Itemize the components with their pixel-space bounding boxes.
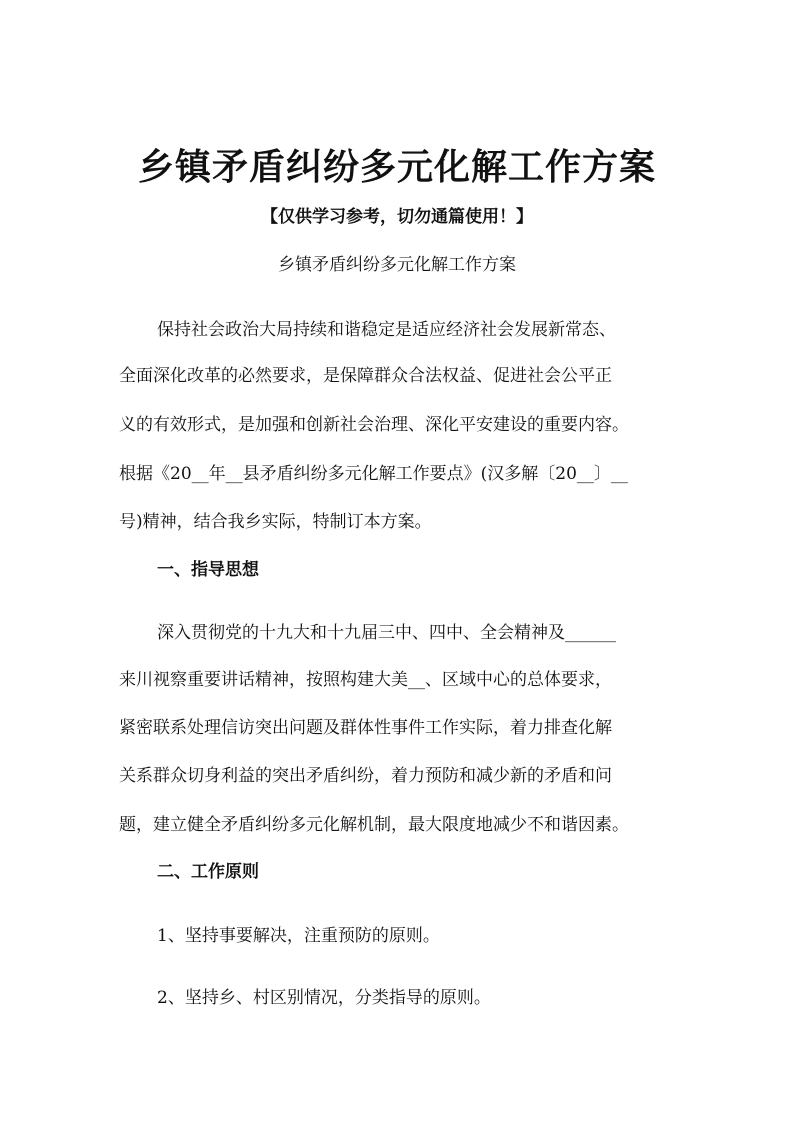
paragraph-line: 来川视察重要讲话精神，按照构建大美__、区域中心的总体要求， <box>119 670 612 690</box>
paragraph-line: 保持社会政治大局持续和谐稳定是适应经济社会发展新常态、 <box>157 320 616 340</box>
section-heading-guiding-ideology: 一、指导思想 <box>157 560 259 580</box>
section-heading-work-principles: 二、工作原则 <box>157 862 259 882</box>
principle-item: 2、坚持乡、村区别情况，分类指导的原则。 <box>157 988 491 1008</box>
paragraph-line: 根据《20__年__县矛盾纠纷多元化解工作要点》(汉多解〔20__〕__ <box>119 464 628 484</box>
paragraph-line: 号)精神，结合我乡实际，特制订本方案。 <box>119 512 432 532</box>
paragraph-line: 全面深化改革的必然要求，是保障群众合法权益、促进社会公平正 <box>119 366 612 386</box>
document-subtitle: 乡镇矛盾纠纷多元化解工作方案 <box>278 255 516 275</box>
principle-item: 1、坚持事要解决，注重预防的原则。 <box>157 926 440 946</box>
paragraph-line: 义的有效形式，是加强和创新社会治理、深化平安建设的重要内容。 <box>119 415 629 435</box>
paragraph-line: 紧密联系处理信访突出问题及群体性事件工作实际，着力排查化解 <box>119 718 612 738</box>
document-title: 乡镇矛盾纠纷多元化解工作方案 <box>137 147 656 188</box>
paragraph-line: 关系群众切身利益的突出矛盾纠纷，着力预防和减少新的矛盾和问 <box>119 766 612 786</box>
paragraph-line: 深入贯彻党的十九大和十九届三中、四中、全会精神及______ <box>157 623 616 643</box>
usage-notice: 【仅供学习参考，切勿通篇使用！】 <box>261 207 533 227</box>
paragraph-line: 题，建立健全矛盾纠纷多元化解机制，最大限度地减少不和谐因素。 <box>119 815 629 835</box>
